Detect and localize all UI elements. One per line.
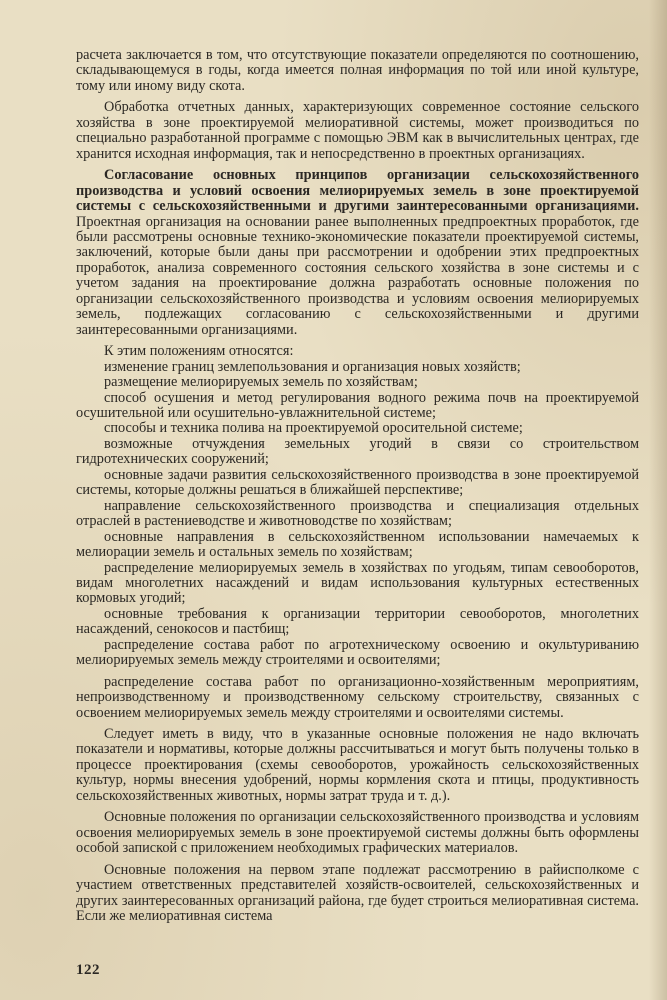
list-item: направление сельскохозяйственного производства и специализация отдельных отраслей в растениеводстве и животноводстве по хозяйствам; — [76, 497, 639, 530]
list-item: размещение мелиорируемых земель по хозяйствам; — [104, 374, 418, 391]
list-intro: К этим положениям относятся: — [104, 343, 294, 360]
page-number: 122 — [76, 962, 100, 978]
list-item: изменение границ землепользования и организация новых хозяйств; — [104, 358, 521, 375]
list-item: способ осушения и метод регулирования водного режима почв на проектируемой осушительной или осушительно-увлажнительной системе; — [76, 389, 639, 421]
list-item: возможные отчуждения земельных угодий в связи со строительством гидротехнических сооружений; — [76, 435, 639, 468]
paragraph-documentation: Основные положения по организации сельскохозяйственного производства и условиям освоения мелиорируемых земель в зоне проектируемой системы должны быть оформлены особой запиской с приложением необходимых графических материалов. — [76, 809, 639, 857]
paragraph-data-processing: Обработка отчетных данных, характеризующих современное состояние сельского хозяйства в зоне проектируемой мелиоративной системы, может производиться по специально разработанной программе с помощью ЭВМ как в вычислительных центрах, где хранится исходная информация, так и непосредственно в проектных организациях. — [76, 99, 639, 162]
list-item: распределение мелиорируемых земель в хозяйствах по угодьям, типам севооборотов, видам многолетних насаждений и видам использования культурных естественных кормовых угодий; — [76, 559, 639, 607]
list-item: способы и техника полива на проектируемой оросительной системе; — [104, 420, 523, 437]
section-heading: Согласование основных принципов организации сельскохозяйственного производства и условий освоения мелиорируемых земель в зоне проектируемой системы с сельскохозяйственными и другими заинтересованными организациями. — [76, 167, 639, 215]
paragraph-coordination — [76, 168, 639, 338]
paragraph-note: Следует иметь в виду, что в указанные основные положения не надо включать показатели и нормативы, которые должны рассчитываться и могут быть получены только в процессе проектирования (схемы севооборотов, урожайность сельскохозяйственных культур, нормы внесения удобрений, нормы кормления скота и птицы, продуктивность сельскохозяйственных животных, нормы затрат труда и т. д.). — [76, 726, 639, 804]
list-item: основные направления в сельскохозяйственном использовании намечаемых к мелиорации земель и остальных земель по хозяйствам; — [76, 528, 639, 561]
paragraph-continuation: расчета заключается в том, что отсутствующие показатели определяются по соотношению, складывающемуся в годы, когда имеется полная информация по той или иной культуре, тому или иному виду скота. — [76, 47, 639, 94]
list-item: основные требования к организации территории севооборотов, многолетних насаждений, сенокосов и пастбищ; — [76, 605, 639, 638]
list-item: распределение состава работ по агротехническому освоению и окультуриванию мелиорируемых земель между строителями и освоителями; — [76, 636, 639, 669]
list-item: распределение состава работ по организационно-хозяйственным мероприятиям, непроизводственному и производственному сельскому строительству, связанных с освоением мелиорируемых земель между строителями и освоителями системы. — [76, 673, 639, 721]
paragraph-review: Основные положения на первом этапе подлежат рассмотрению в райисполкоме с участием ответственных представителей хозяйств-освоителей, сельскохозяйственных и других заинтересованных организаций района, где будет строиться мелиоративная система. Если же мелиоративная система — [76, 861, 639, 925]
section-body: Проектная организация на основании ранее выполненных предпроектных проработок, где были рассмотрены основные технико-экономические показатели проектируемой системы, заключений, которые были даны при рассмотрении и одобрении этих предпроектных проработок, анализа современного состояния сельского хозяйства в зоне системы и с учетом задания на проектирование должна разработать основные положения по организации сельскохозяйственного производства и условиям освоения мелиорируемых земель, подлежащих согласованию с сельскохозяйственными и другими заинтересованными организациями. — [76, 213, 639, 338]
list-item: основные задачи развития сельскохозяйственного производства в зоне проектируемой системы, которые должны решаться в ближайшей перспективе; — [76, 466, 639, 499]
